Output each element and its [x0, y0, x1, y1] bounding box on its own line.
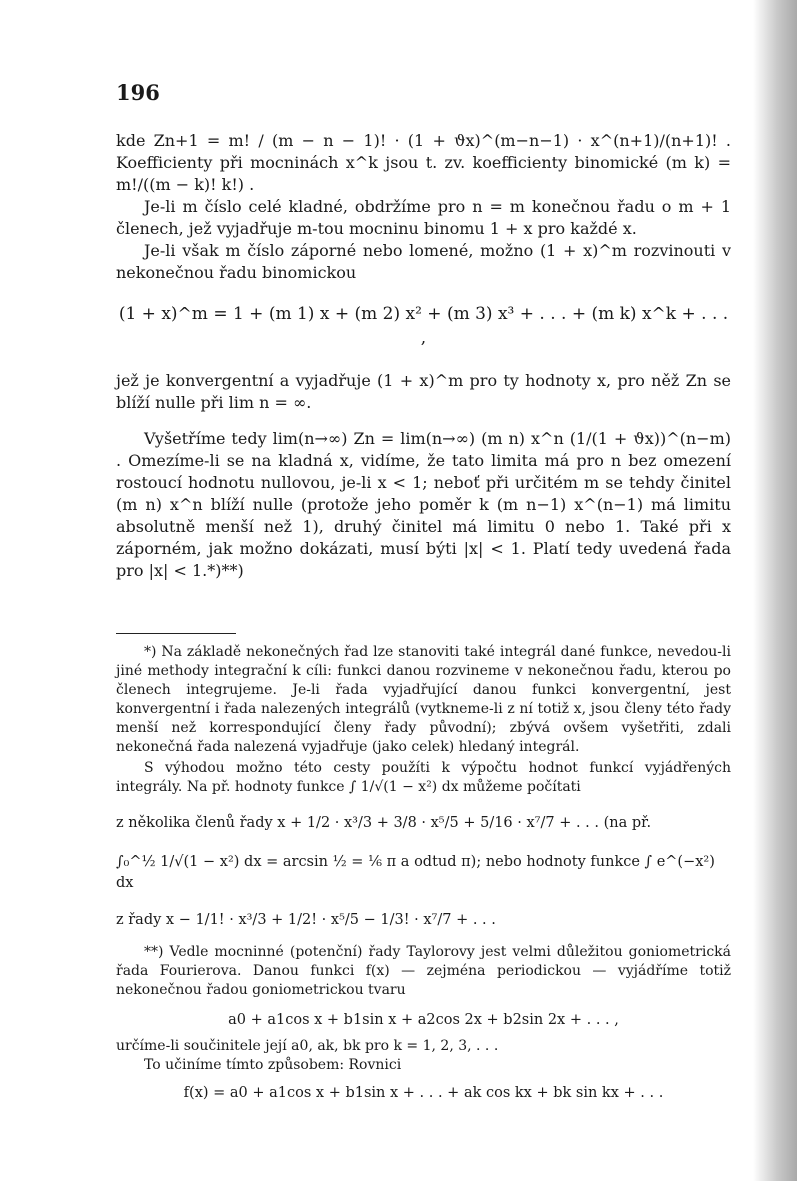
- footnotes: [116, 643, 731, 1104]
- page-shadow-edge: [753, 0, 797, 1181]
- paragraph-convergence: jež je konvergentní a vyjadřuje (1 + x)^m pro ty hodnoty x, pro něž Zn se blíží nulle při lim n = ∞.: [116, 371, 731, 412]
- footnote-1-integrals: S výhodou možno této cesty použíti k výpočtu hodnot funkcí vyjádřených integrály. Na př. hodnoty funkce ∫ 1/√(1 − x²) dx můžeme počítati: [116, 760, 731, 795]
- paragraph-binomial-series-intro: Je-li však m číslo záporné nebo lomené, možno (1 + x)^m rozvinouti v nekonečnou řadu binomickou: [116, 241, 731, 282]
- footnote-rule: [116, 633, 236, 634]
- footnote-2-equation: f(x) = a0 + a1cos x + b1sin x + . . . + ak cos kx + bk sin kx + . . .: [183, 1085, 664, 1101]
- paragraph-limit: Vyšetříme tedy lim(n→∞) Zn = lim(n→∞) (m n) x^n (1/(1 + ϑx))^(n−m) . Omezíme-li se na kladná x, vidíme, že tato limita má pro n bez omezení rostoucí hodnotu nullovou, je-li x < 1; neboť při určitém m se tehdy činitel (m n) x^n blíží nulle (protože jeho poměr k (m n−1) x^(n−1) má limitu absolutně menší než 1), druhý činitel má limitu 0 nebo 1. Také při x záporném, jak možno dokázati, musí býti |x| < 1. Platí tedy uvedená řada pro |x| < 1.*)**): [116, 429, 731, 580]
- footnote-1-series-arcsin: z několika členů řady x + 1/2 · x³/3 + 3/8 · x⁵/5 + 5/16 · x⁷/7 + . . . (na př.: [116, 815, 652, 831]
- footnote-2-method: To učiníme tímto způsobem: Rovnici: [144, 1057, 402, 1073]
- footnote-2-coefficients: určíme-li součinitele její a0, ak, bk pro k = 1, 2, 3, . . .: [116, 1038, 499, 1054]
- page-number: 196: [116, 80, 160, 105]
- footnote-1: *) Na základě nekonečných řad lze stanoviti také integrál dané funkce, nevedou-li jiné methody integrační k cíli: funkci danou rozvineme v nekonečnou řadu, kterou po členech integrujeme. Je-li řada vyjadřující danou funkci konvergentní, jest konvergentní i řada nalezených integrálů (vytkneme-li z ní totiž x, jsou členy této řady menší než korrespondující členy řady původní); zbývá ovšem vyšetřiti, zdali nekonečná řada nalezená vyjadřuje (jako celek) hledaný integrál.: [116, 644, 731, 755]
- footnote-2-fourier-series: a0 + a1cos x + b1sin x + a2cos 2x + b2sin 2x + . . . ,: [228, 1012, 619, 1028]
- paragraph-remainder-term: kde Zn+1 = m! / (m − n − 1)! · (1 + ϑx)^(m−n−1) · x^(n+1)/(n+1)! . Koefficienty při mocninách x^k jsou t. zv. koefficienty binomické (m k) = m!/((m − k)! k!) .: [116, 131, 731, 194]
- main-text: [116, 130, 731, 582]
- footnote-1-example-pi: ∫₀^½ 1/√(1 − x²) dx = arcsin ½ = ⅙ π a odtud π); nebo hodnoty funkce ∫ e^(−x²) dx: [116, 854, 715, 891]
- footnote-2: **) Vedle mocninné (potenční) řady Taylorovy jest velmi důležitou goniometrická řada Fourierova. Danou funkci f(x) — zejména periodickou — vyjádříme totiž nekonečnou řadou goniometrickou tvaru: [116, 944, 731, 998]
- footnote-1-series-exp: z řady x − 1/1! · x³/3 + 1/2! · x⁵/5 − 1/3! · x⁷/7 + . . .: [116, 912, 496, 928]
- equation-binomial-series: (1 + x)^m = 1 + (m 1) x + (m 2) x² + (m 3) x³ + . . . + (m k) x^k + . . . ,: [118, 304, 729, 348]
- paragraph-integer-m: Je-li m číslo celé kladné, obdržíme pro n = m konečnou řadu o m + 1 členech, jež vyjadřuje m-tou mocninu binomu 1 + x pro každé x.: [116, 197, 731, 238]
